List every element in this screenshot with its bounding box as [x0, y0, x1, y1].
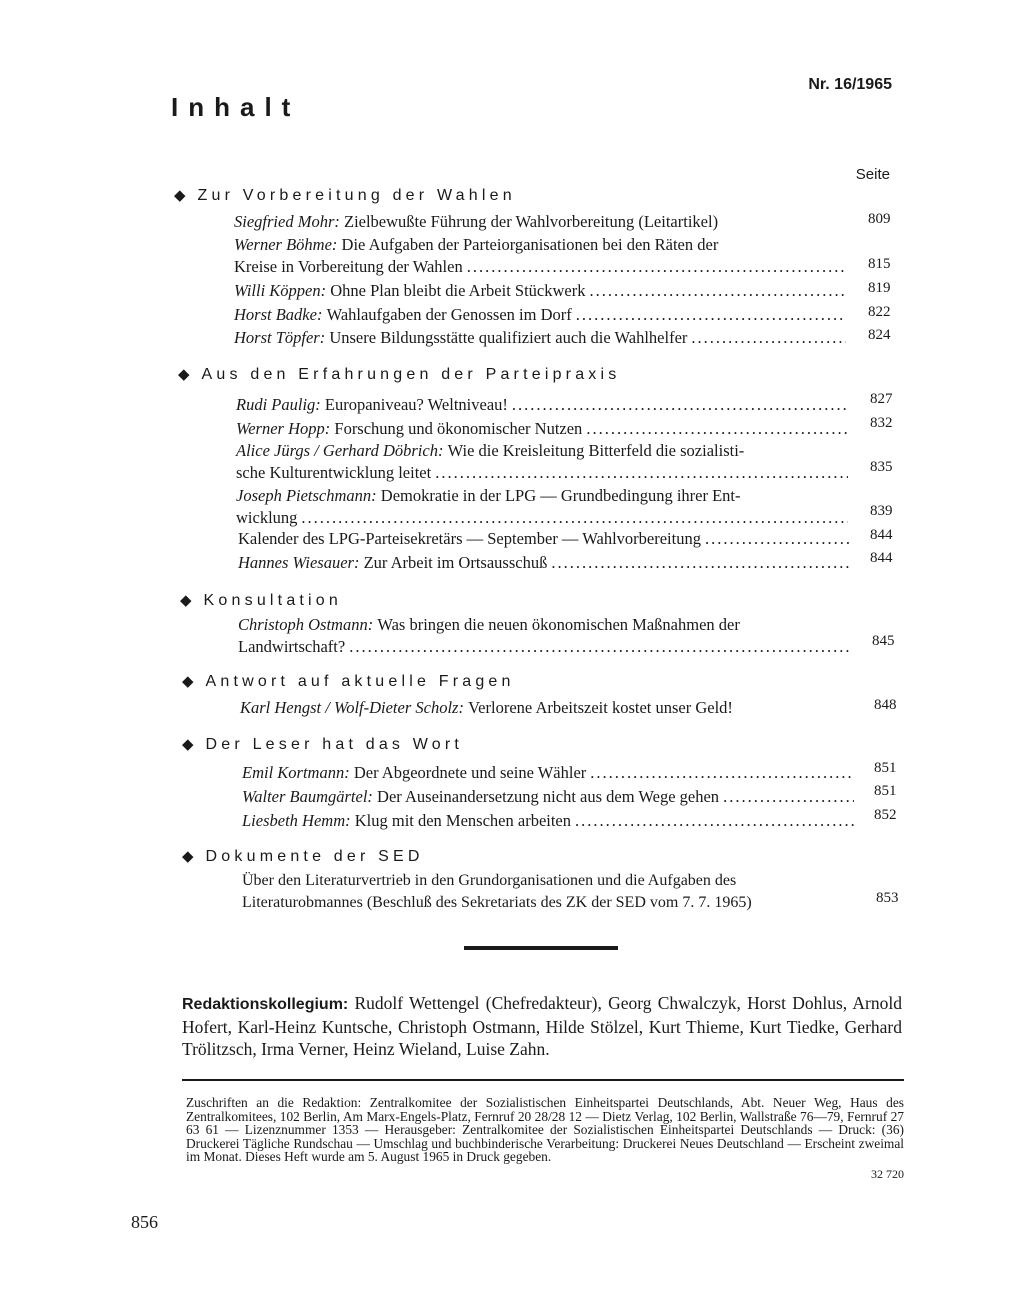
toc-page: 832 [870, 415, 893, 431]
leader-dots [723, 786, 854, 808]
diamond-bullet-icon: ◆ [178, 366, 190, 383]
page-title: Inhalt [171, 92, 301, 122]
page-number: 856 [131, 1212, 158, 1232]
toc-page: 835 [870, 459, 893, 475]
leader-dots [301, 507, 848, 529]
toc-page: 824 [868, 327, 891, 343]
diamond-bullet-icon: ◆ [180, 592, 192, 609]
section-heading: ◆ Dokumente der SED [182, 848, 424, 865]
leader-dots [575, 810, 854, 832]
diamond-bullet-icon: ◆ [174, 187, 186, 204]
toc-entry: Über den Literaturvertrieb in den Grundorganisationen und die Aufgaben des Literaturobmannes (Beschluß des Sekretariats des ZK der SED vom 7. 7. 1965) [242, 872, 752, 911]
footer-rule [182, 1079, 904, 1081]
toc-entry: Siegfried Mohr: Zielbewußte Führung der Wahlvorbereitung (Leitartikel) [234, 212, 719, 231]
leader-dots [467, 256, 846, 278]
toc-entry: Werner Hopp: Forschung und ökonomischer Nutzen ..... [236, 418, 848, 440]
diamond-bullet-icon: ◆ [182, 736, 194, 753]
imprint-text: Zuschriften an die Redaktion: Zentralkomitee der Sozialistischen Einheitspartei Deutschlands, Abt. Neuer Weg, Haus des Zentralkomitees, 102 Berlin, Am Marx-Engels-Platz, Fernruf 20 28/28 12 — Dietz Verlag, 102 Berlin, Wallstraße 76—79, Fernruf 27 63 61 — Lizenznummer 1353 — Herausgeber: Zentralkomitee der Sozialistischen Einheitspartei Deutschlands — Druck: (36) Druckerei Tägliche Rundschau — Umschlag und buchbinderische Verarbeitung: Druckerei Neues Deutschland — Erscheint zweimal im Monat. Dieses Heft wurde am 5. August 1965 in Druck gegeben. [186, 1095, 904, 1164]
leader-dots [551, 552, 850, 574]
toc-page: 809 [868, 211, 891, 227]
imprint-code: 32 720 [871, 1167, 904, 1181]
toc-entry: Emil Kortmann: Der Abgeordnete und seine Wähler ..... [242, 762, 854, 784]
toc-page: 852 [874, 807, 897, 823]
separator-rule [464, 946, 618, 950]
toc-entry: Walter Baumgärtel: Der Auseinandersetzung nicht aus dem Wege gehen ..... [242, 786, 854, 808]
toc-page: 819 [868, 280, 891, 296]
toc-page: 844 [870, 550, 893, 566]
toc-entry: Karl Hengst / Wolf-Dieter Scholz: Verlorene Arbeitszeit kostet unser Geld! [240, 698, 733, 717]
toc-page: 851 [874, 783, 897, 799]
issue-number: Nr. 16/1965 [808, 76, 892, 93]
page-column-header: Seite [855, 166, 890, 183]
editorial-board-label: Redaktionskollegium: [182, 996, 349, 1013]
toc-page: 827 [870, 391, 893, 407]
toc-entry: Horst Badke: Wahlaufgaben der Genossen im Dorf ..... [234, 304, 846, 326]
toc-entry: Christoph Ostmann: Was bringen die neuen ökonomischen Maßnahmen der Landwirtschaft? ..... [238, 614, 852, 658]
toc-page: 844 [870, 527, 893, 543]
leader-dots [576, 304, 846, 326]
section-heading: ◆ Aus den Erfahrungen der Parteipraxis [178, 366, 621, 383]
toc-page: 848 [874, 697, 897, 713]
section-heading: ◆ Konsultation [180, 592, 343, 609]
toc-entry: Horst Töpfer: Unsere Bildungsstätte qualifiziert auch die Wahlhelfer ..... [234, 327, 846, 349]
toc-entry: Rudi Paulig: Europaniveau? Weltniveau! ..... [236, 394, 848, 416]
leader-dots [435, 462, 848, 484]
leader-dots [586, 418, 848, 440]
toc-page: 839 [870, 503, 893, 519]
leader-dots [705, 528, 850, 550]
toc-page: 851 [874, 760, 897, 776]
diamond-bullet-icon: ◆ [182, 673, 194, 690]
leader-dots [349, 636, 852, 658]
leader-dots [512, 394, 848, 416]
editorial-board-names: Rudolf Wettengel (Chefredakteur), Georg Chwalczyk, Horst Dohlus, Arnold Hofert, Karl-Heinz Kuntsche, Christoph Ostmann, Hilde Stölzel, Kurt Thieme, Kurt Tiedke, Gerhard Trölitzsch, Irma Verner, Heinz Wieland, Luise Zahn. [182, 993, 902, 1059]
diamond-bullet-icon: ◆ [182, 848, 194, 865]
toc-entry: Kalender des LPG-Parteisekretärs — September — Wahlvorbereitung ..... [238, 528, 850, 550]
section-heading: ◆ Antwort auf aktuelle Fragen [182, 673, 515, 690]
section-heading: ◆ Der Leser hat das Wort [182, 736, 464, 753]
leader-dots [590, 280, 847, 302]
leader-dots [691, 327, 846, 349]
toc-entry: Hannes Wiesauer: Zur Arbeit im Ortsausschuß ..... [238, 552, 850, 574]
toc-page: 845 [872, 633, 895, 649]
toc-entry: Werner Böhme: Die Aufgaben der Parteiorganisationen bei den Räten der Kreise in Vorbereitung der Wahlen ..... [234, 234, 846, 278]
toc-page: 815 [868, 256, 891, 272]
toc-entry: Willi Köppen: Ohne Plan bleibt die Arbeit Stückwerk ..... [234, 280, 846, 302]
toc-page: 822 [868, 304, 891, 320]
toc-page: 853 [876, 890, 899, 906]
editorial-board [182, 992, 902, 1060]
section-heading: ◆ Zur Vorbereitung der Wahlen [174, 187, 516, 204]
toc-entry: Alice Jürgs / Gerhard Döbrich: Wie die Kreisleitung Bitterfeld die sozialisti- sche Kulturentwicklung leitet ..... [236, 440, 848, 484]
leader-dots [590, 762, 854, 784]
toc-entry: Liesbeth Hemm: Klug mit den Menschen arbeiten ..... [242, 810, 854, 832]
toc-entry: Joseph Pietschmann: Demokratie in der LPG — Grundbedingung ihrer Ent- wicklung ..... [236, 485, 848, 529]
